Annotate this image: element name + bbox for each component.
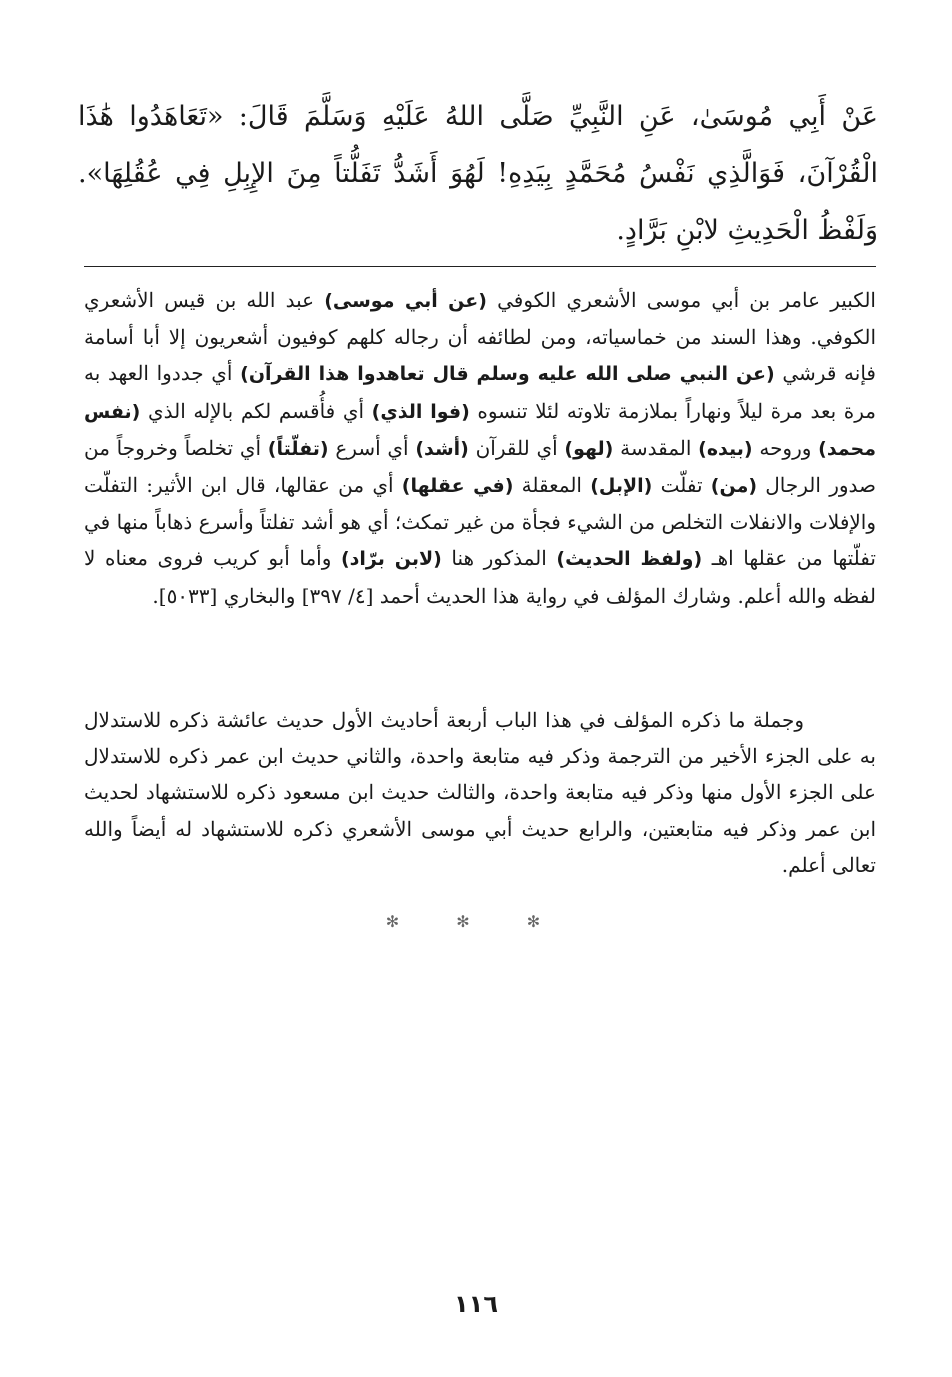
commentary-text: المذكور هنا bbox=[441, 546, 557, 571]
commentary-bold: (نفس محمد) bbox=[84, 400, 876, 460]
hadith-text: عَنْ أَبِي مُوسَىٰ، عَنِ النَّبِيِّ صَلَّى اللهُ عَلَيْهِ وَسَلَّمَ قَالَ: «تَعَاهَدُوا هَٰذَا الْقُرْآنَ، فَوَالَّذِي نَفْسُ مُحَمَّدٍ بِيَدِهِ! لَهُوَ أَشَدُّ تَفَلُّتاً مِنَ الإِبِلِ فِي عُقُلِهَا». وَلَفْظُ الْحَدِيثِ لابْنِ بَرَّادٍ. bbox=[78, 101, 878, 246]
commentary-bold: (من) bbox=[710, 475, 758, 498]
section-end-ornament: ✻ ✻ ✻ bbox=[385, 912, 567, 931]
commentary-text: أي فأُقسم لكم بالإله الذي bbox=[140, 398, 372, 423]
commentary-text: تفلّت bbox=[652, 473, 711, 498]
commentary-bold: (في عقلها) bbox=[401, 475, 514, 498]
commentary-bold: (لابن برّاد) bbox=[340, 548, 442, 571]
summary-paragraph bbox=[84, 702, 876, 883]
commentary-text: أي تخلصاً وخروجاً من صدور الرجال bbox=[84, 435, 876, 498]
commentary-text: أي جددوا العهد به مرة بعد مرة ليلاً ونهاراً بملازمة تلاوته لئلا تنسوه bbox=[84, 361, 877, 423]
commentary-bold: (بيده) bbox=[698, 437, 753, 460]
commentary-text: المعقلة bbox=[513, 473, 591, 498]
page-number: ١١٦ bbox=[454, 1290, 498, 1318]
commentary-text: المقدسة bbox=[613, 435, 699, 460]
commentary-bold: (عن أبي موسى) bbox=[324, 290, 487, 312]
commentary-text: أي من عقالها، قال ابن الأثير: التفلّت والإفلات والانفلات التخلص من الشيء فجأة من غير تمكث؛ أي هو أشد تفلتاً وأسرع ذهاباً منها في تفلّتها من عقلها اهـ bbox=[84, 473, 876, 571]
commentary-paragraph bbox=[84, 282, 876, 614]
commentary-bold: (لهو) bbox=[564, 437, 614, 460]
commentary-text: أي للقرآن bbox=[468, 435, 565, 460]
summary-text: وجملة ما ذكره المؤلف في هذا الباب أربعة أحاديث الأول حديث عائشة ذكره للاستدلال به على الجزء الأخير من الترجمة وذكر فيه متابعة واحدة، والثاني حديث ابن عمر ذكره للاستدلال على الجزء الأول منها وذكر فيه متابعة واحدة، والثالث حديث ابن مسعود ذكره للاستشهاد لحديث ابن عمر وذكر فيه متابعتين، والرابع حديث أبي موسى الأشعري ذكره للاستشهاد له أيضاً والله تعالى أعلم. bbox=[84, 708, 876, 877]
commentary-text: وأما أبو كريب فروى معناه لا لفظه والله أعلم. وشارك المؤلف في رواية هذا الحديث أحمد [٤/ ٣٩٧] والبخاري [٥٠٣٣]. bbox=[84, 546, 876, 608]
commentary-text: الكبير عامر بن أبي موسى الأشعري الكوفي bbox=[486, 288, 876, 312]
commentary-bold: (الإبل) bbox=[590, 475, 653, 498]
commentary-text: وروحه bbox=[752, 435, 819, 460]
footnote-divider bbox=[84, 266, 876, 267]
commentary-text: أي أسرع bbox=[328, 435, 416, 460]
commentary-bold: (أشد) bbox=[415, 437, 469, 460]
commentary-bold: (تفلّتاً) bbox=[267, 437, 329, 460]
commentary-text: عبد الله بن قيس الأشعري الكوفي. وهذا السند من خماسياته، ومن لطائفه أن رجاله كلهم كوفيون أشعريون إلا أبا أسامة فإنه قرشي bbox=[84, 288, 876, 386]
commentary-bold: (ولفظ الحديث) bbox=[556, 548, 703, 571]
commentary-bold: (عن النبي صلى الله عليه وسلم قال تعاهدوا هذا القرآن) bbox=[240, 363, 775, 386]
commentary-bold: (فوا الذي) bbox=[371, 400, 470, 423]
